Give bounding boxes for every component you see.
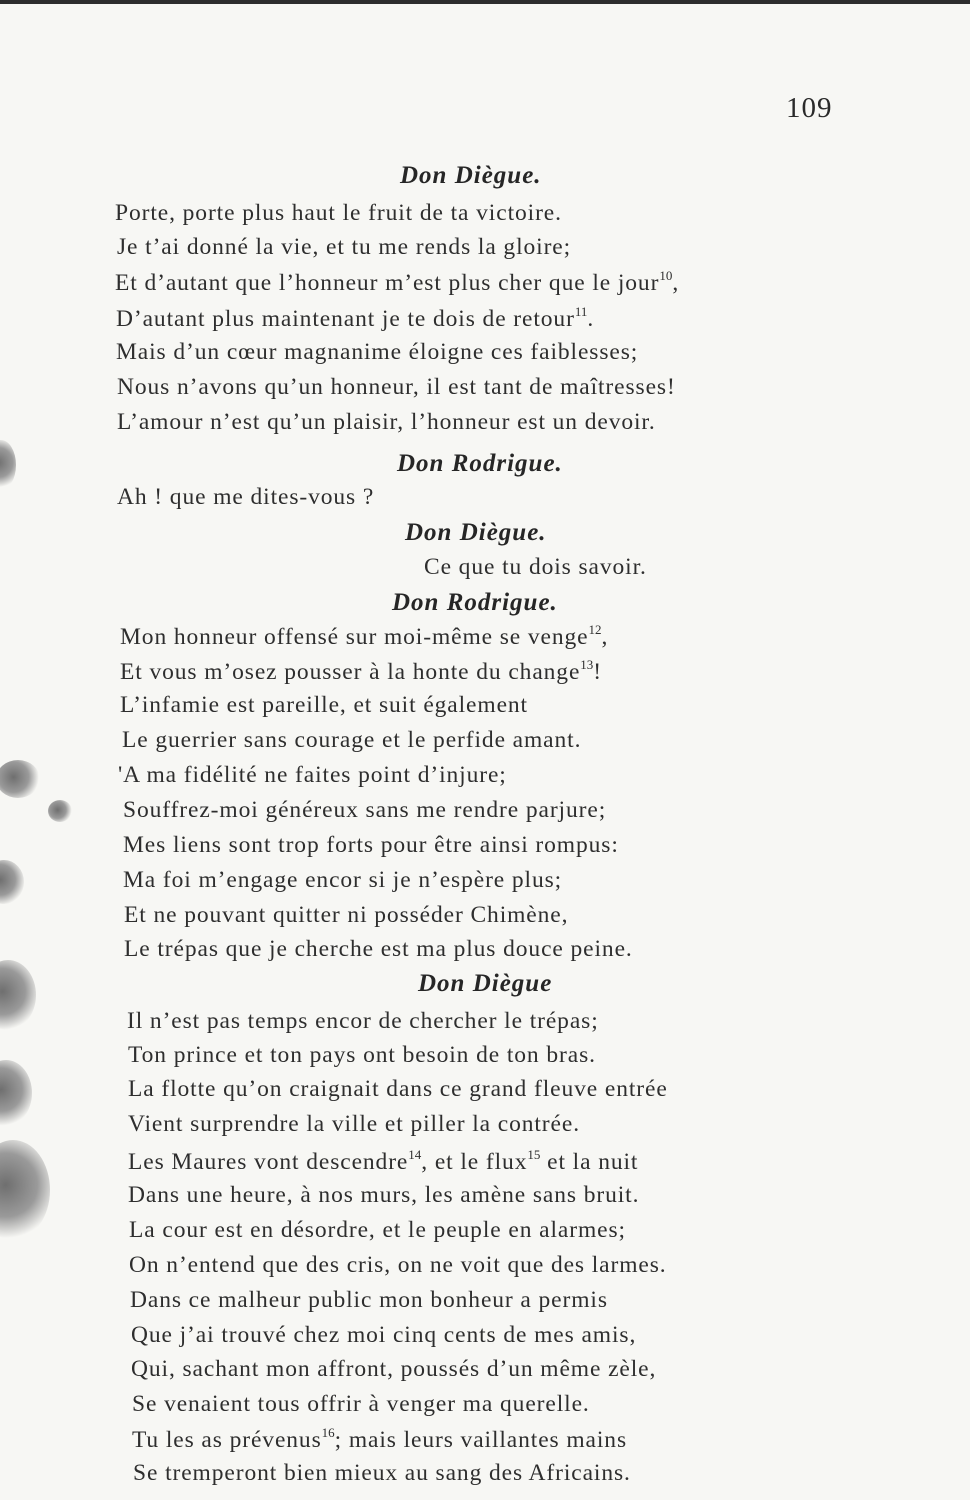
verse-line: Ton prince et ton pays ont besoin de ton bras. xyxy=(128,1042,596,1068)
footnote-marker: 14 xyxy=(408,1147,422,1162)
verse-line: Dans ce malheur public mon bonheur a permis xyxy=(130,1287,608,1313)
verse-line: Ma foi m’engage encor si je n’espère plus; xyxy=(123,867,563,893)
verse-line: Mais d’un cœur magnanime éloigne ces faiblesses; xyxy=(116,339,639,365)
verse-line: Qui, sachant mon affront, poussés d’un même zèle, xyxy=(131,1356,657,1382)
verse-line: Et vous m’osez pousser à la honte du change$^{13}$! xyxy=(120,657,603,685)
verse-line: Ah ! que me dites-vous ? xyxy=(117,484,375,510)
ink-stain xyxy=(0,1060,32,1126)
verse-line: Le guerrier sans courage et le perfide amant. xyxy=(122,727,582,753)
verse-line: Dans une heure, à nos murs, les amène sans bruit. xyxy=(128,1182,640,1208)
ink-stain xyxy=(0,1140,50,1240)
verse-line: Mes liens sont trop forts pour être ainsi rompus: xyxy=(123,832,619,858)
footnote-marker: 16 xyxy=(321,1425,335,1440)
verse-line: On n’entend que des cris, on ne voit que des larmes. xyxy=(129,1252,667,1278)
verse-line: Et ne pouvant quitter ni posséder Chimène, xyxy=(124,902,569,928)
ink-stain xyxy=(48,800,72,822)
footnote-marker: 11 xyxy=(574,304,588,319)
verse-line: Souffrez-moi généreux sans me rendre parjure; xyxy=(123,797,607,823)
verse-line: Se venaient tous offrir à venger ma querelle. xyxy=(132,1391,590,1417)
footnote-marker: 12 xyxy=(588,622,602,637)
verse-line: L’amour n’est qu’un plaisir, l’honneur est un devoir. xyxy=(117,409,656,435)
verse-line: 'A ma fidélité ne faites point d’injure; xyxy=(118,762,507,788)
speaker-heading: Don Diègue. xyxy=(405,519,547,546)
verse-line: Se tremperont bien mieux au sang des Africains. xyxy=(133,1460,631,1486)
verse-line: La cour est en désordre, et le peuple en alarmes; xyxy=(129,1217,626,1243)
ink-stain xyxy=(0,760,40,798)
verse-line: Mon honneur offensé sur moi-même se venge$^{12}$, xyxy=(120,622,609,650)
verse-line: L’infamie est pareille, et suit également xyxy=(120,692,528,718)
ink-stain xyxy=(0,440,16,490)
verse-line: Vient surprendre la ville et piller la contrée. xyxy=(128,1111,580,1137)
ink-stain xyxy=(0,860,24,904)
speaker-heading: Don Rodrigue. xyxy=(392,589,558,616)
verse-line: Ce que tu dois savoir. xyxy=(424,554,647,580)
verse-line: D’autant plus maintenant je te dois de retour$^{11}$. xyxy=(116,304,595,332)
footnote-marker: 15 xyxy=(527,1147,541,1162)
page-top-border xyxy=(0,0,970,4)
verse-line: Et d’autant que l’honneur m’est plus cher que le jour$^{10}$, xyxy=(115,268,680,296)
verse-line: Le trépas que je cherche est ma plus douce peine. xyxy=(124,936,633,962)
footnote-marker: 10 xyxy=(659,268,673,283)
verse-line: Tu les as prévenus$^{16}$; mais leurs vaillantes mains xyxy=(132,1425,628,1453)
verse-line: Que j’ai trouvé chez moi cinq cents de mes amis, xyxy=(131,1322,637,1348)
verse-line: La flotte qu’on craignait dans ce grand fleuve entrée xyxy=(128,1076,668,1102)
verse-line: Je t’ai donné la vie, et tu me rends la gloire; xyxy=(117,234,572,260)
verse-line: Il n’est pas temps encor de chercher le trépas; xyxy=(127,1008,599,1034)
page-number: 109 xyxy=(786,92,833,124)
verse-line: Nous n’avons qu’un honneur, il est tant de maîtresses! xyxy=(117,374,676,400)
speaker-heading: Don Diègue. xyxy=(400,162,542,189)
footnote-marker: 13 xyxy=(580,657,594,672)
ink-stain xyxy=(0,960,36,1030)
speaker-heading: Don Rodrigue. xyxy=(397,450,563,477)
speaker-heading: Don Diègue xyxy=(418,970,553,997)
verse-line: Les Maures vont descendre$^{14}$, et le flux$^{15}$ et la nuit xyxy=(128,1147,639,1175)
verse-line: Porte, porte plus haut le fruit de ta victoire. xyxy=(115,200,562,226)
